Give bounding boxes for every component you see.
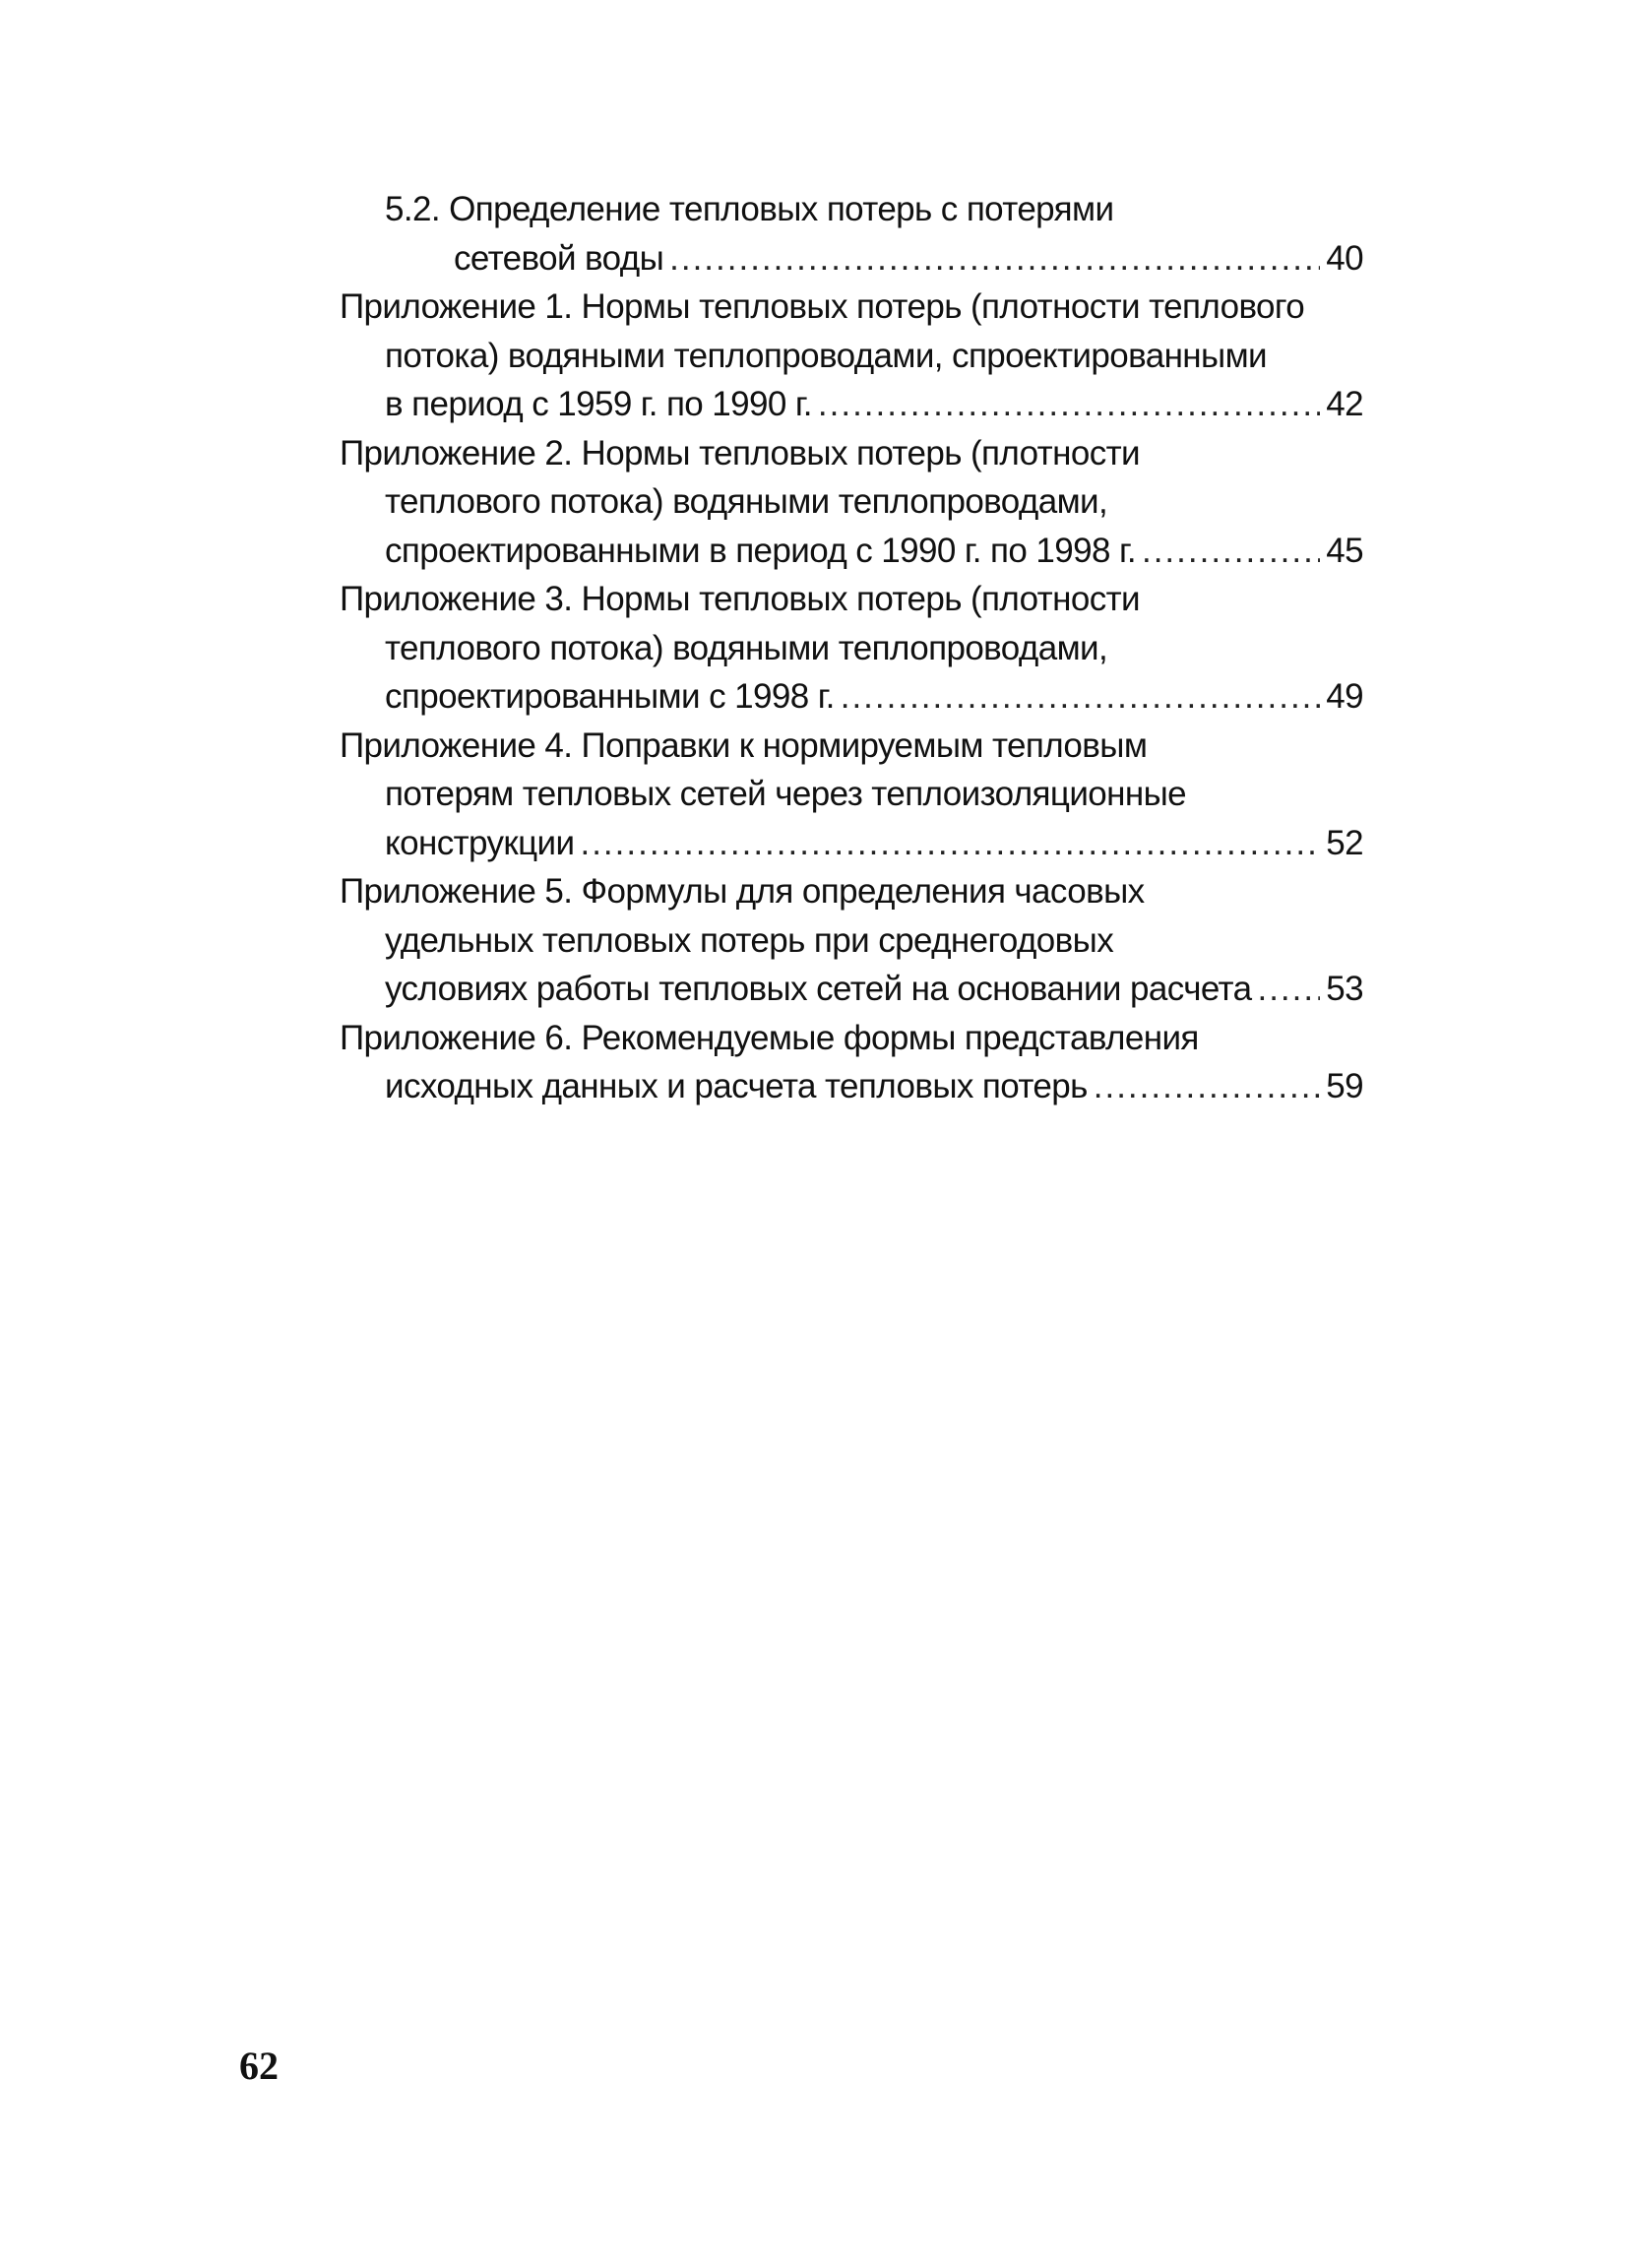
toc-entry-appendix-3[interactable] (340, 575, 1363, 722)
toc-entry-line: спроектированными в период с 1990 г. по 1998 г. (385, 531, 1136, 570)
toc-entry-line: Приложение 3. Нормы тепловых потерь (плотности (340, 580, 1140, 618)
toc-entry-line: Приложение 4. Поправки к нормируемым тепловым (340, 725, 1148, 765)
toc-entry-line: Приложение 5. Формулы для определения часовых (340, 872, 1145, 911)
page-number: 62 (239, 2044, 279, 2088)
toc-entry-line: теплового потока) водяными теплопроводами, (385, 482, 1108, 521)
toc-entry-line: теплового потока) водяными теплопроводами, (385, 628, 1108, 667)
dot-leader (818, 380, 1320, 429)
toc-page-ref: 49 (1326, 677, 1363, 716)
table-of-contents (340, 185, 1363, 1111)
toc-entry-last-line (340, 527, 1363, 576)
toc-entry-last-line (340, 672, 1363, 722)
dot-leader (1142, 527, 1320, 576)
dot-leader (669, 234, 1320, 284)
toc-entry-appendix-2[interactable] (340, 429, 1363, 576)
toc-entry-appendix-5[interactable] (340, 867, 1363, 1014)
toc-entry-line: сетевой воды (454, 238, 664, 278)
toc-entry-line: спроектированными с 1998 г. (385, 677, 835, 716)
toc-page-ref: 40 (1326, 238, 1363, 278)
toc-entry-last-line (340, 380, 1363, 429)
toc-entry-line: конструкции (385, 823, 575, 862)
toc-entry-last-line (340, 819, 1363, 868)
toc-entry-line: условиях работы тепловых сетей на основании расчета (385, 970, 1252, 1008)
toc-entry-line: потерям тепловых сетей через теплоизоляционные (385, 775, 1187, 813)
toc-entry-line: исходных данных и расчета тепловых потерь (385, 1067, 1088, 1105)
toc-entry-last-line (340, 1062, 1363, 1111)
toc-entry-appendix-1[interactable] (340, 283, 1363, 429)
toc-entry-line: потока) водяными теплопроводами, спроектированными (385, 336, 1267, 375)
toc-entry-appendix-4[interactable] (340, 722, 1363, 868)
dot-leader (841, 672, 1320, 722)
toc-page-ref: 59 (1326, 1067, 1363, 1105)
toc-entry-last-line (340, 965, 1363, 1014)
toc-entry-line: Приложение 2. Нормы тепловых потерь (плотности (340, 433, 1140, 472)
toc-page-ref: 52 (1326, 823, 1363, 862)
toc-entry-appendix-6[interactable] (340, 1014, 1363, 1111)
toc-page-ref: 45 (1326, 531, 1363, 570)
toc-entry-line: в период с 1959 г. по 1990 г. (385, 385, 812, 423)
dot-leader (1094, 1062, 1320, 1111)
toc-entry-last-line (340, 234, 1363, 284)
dot-leader (580, 819, 1320, 868)
toc-entry-line: Приложение 6. Рекомендуемые формы представления (340, 1018, 1199, 1057)
toc-page-ref: 53 (1326, 970, 1363, 1008)
toc-entry-line: Приложение 1. Нормы тепловых потерь (плотности теплового (340, 287, 1305, 326)
toc-entry-line: удельных тепловых потерь при среднегодовых (385, 920, 1114, 960)
toc-entry-5-2[interactable] (340, 185, 1363, 283)
toc-page-ref: 42 (1326, 385, 1363, 423)
toc-entry-line: 5.2. Определение тепловых потерь с потерями (385, 190, 1114, 228)
dot-leader (1257, 965, 1320, 1014)
